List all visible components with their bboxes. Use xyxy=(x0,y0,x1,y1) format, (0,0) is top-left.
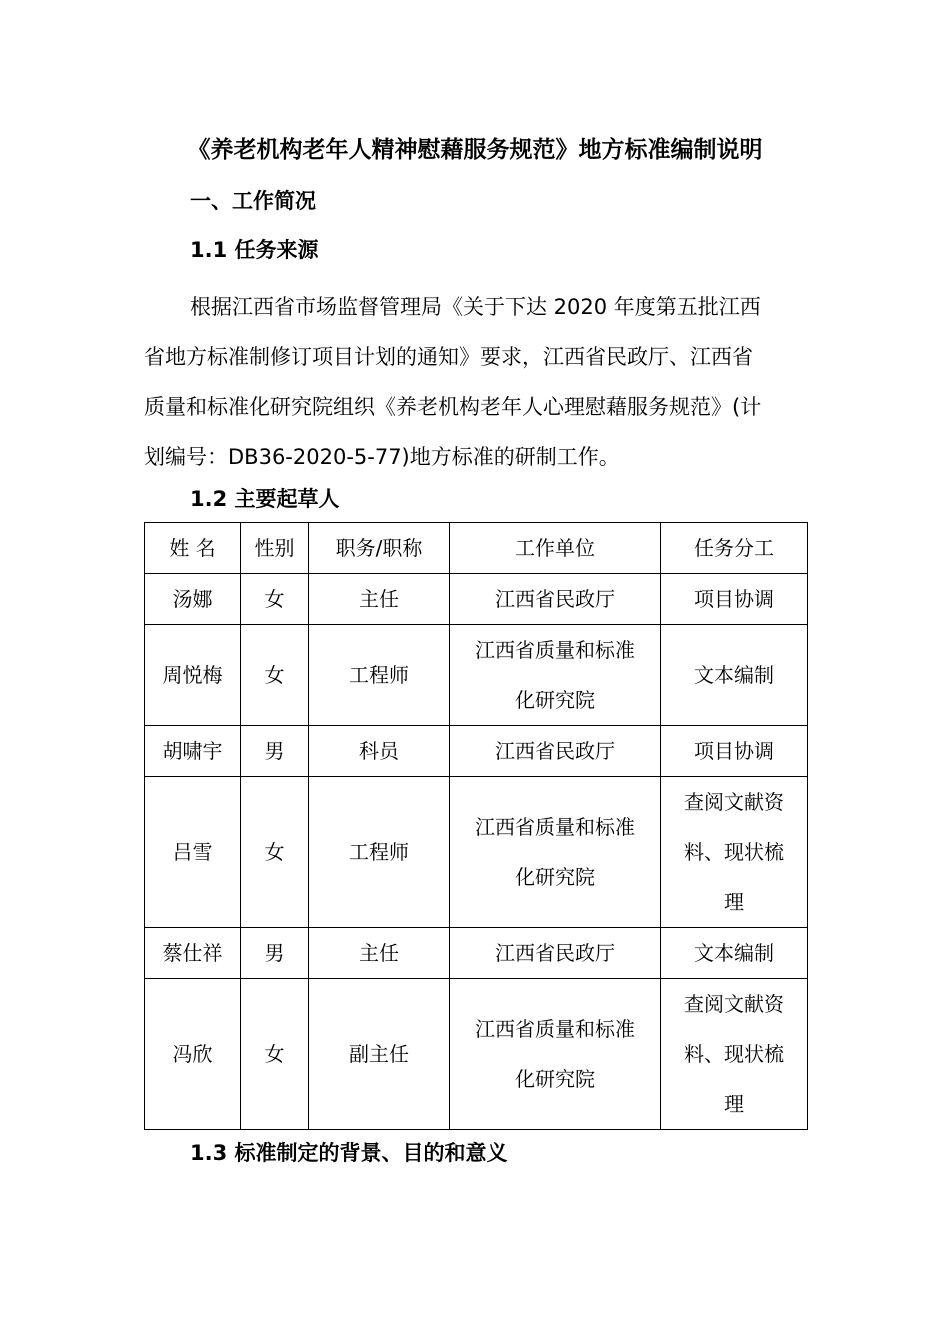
cell-name: 汤娜 xyxy=(145,574,241,625)
cell-gender: 男 xyxy=(241,928,309,979)
cell-text-line: 理 xyxy=(724,1092,744,1116)
paragraph-line: 划编号：DB36-2020-5-77)地方标准的研制工作。 xyxy=(144,445,620,469)
cell-title: 科员 xyxy=(309,726,450,777)
column-header-gender: 性别 xyxy=(241,523,309,574)
cell-unit xyxy=(450,777,661,928)
cell-name: 蔡仕祥 xyxy=(145,928,241,979)
cell-text-line: 化研究院 xyxy=(515,688,595,712)
cell-text-line: 文本编制 xyxy=(694,663,774,687)
cell-name: 吕雪 xyxy=(145,777,241,928)
cell-title: 主任 xyxy=(309,574,450,625)
table-row xyxy=(145,777,808,928)
cell-title: 工程师 xyxy=(309,777,450,928)
column-header-title: 职务/职称 xyxy=(309,523,450,574)
cell-text-line: 化研究院 xyxy=(515,1067,595,1091)
task-source-paragraph xyxy=(144,282,806,482)
table-row xyxy=(145,625,808,726)
cell-text-line: 化研究院 xyxy=(515,865,595,889)
section-heading-main-drafters: 1.2 主要起草人 xyxy=(190,487,340,511)
cell-text-line: 文本编制 xyxy=(694,941,774,965)
table-row xyxy=(145,928,808,979)
cell-task xyxy=(661,726,808,777)
cell-unit xyxy=(450,928,661,979)
document-title: 《养老机构老年人精神慰藉服务规范》地方标准编制说明 xyxy=(187,137,763,163)
cell-name: 冯欣 xyxy=(145,979,241,1130)
cell-title: 主任 xyxy=(309,928,450,979)
cell-title: 工程师 xyxy=(309,625,450,726)
cell-text-line: 料、现状梳 xyxy=(684,840,784,864)
cell-task xyxy=(661,928,808,979)
column-header-name: 姓 名 xyxy=(145,523,241,574)
table-header-row xyxy=(145,523,808,574)
drafters-table xyxy=(144,522,808,1130)
table-row xyxy=(145,979,808,1130)
column-header-task: 任务分工 xyxy=(661,523,808,574)
cell-gender: 女 xyxy=(241,625,309,726)
section-heading-task-source: 1.1 任务来源 xyxy=(190,238,319,262)
cell-text-line: 查阅文献资 xyxy=(684,790,784,814)
cell-text-line: 项目协调 xyxy=(694,587,774,611)
table-row xyxy=(145,726,808,777)
paragraph-line: 根据江西省市场监督管理局《关于下达 2020 年度第五批江西 xyxy=(190,295,761,319)
cell-task xyxy=(661,979,808,1130)
cell-name: 胡啸宇 xyxy=(145,726,241,777)
cell-gender: 女 xyxy=(241,979,309,1130)
cell-name: 周悦梅 xyxy=(145,625,241,726)
cell-unit xyxy=(450,574,661,625)
section-heading-background: 1.3 标准制定的背景、目的和意义 xyxy=(190,1141,508,1165)
cell-task xyxy=(661,777,808,928)
paragraph-line: 质量和标准化研究院组织《养老机构老年人心理慰藉服务规范》(计 xyxy=(144,395,762,419)
cell-text-line: 理 xyxy=(724,890,744,914)
cell-gender: 女 xyxy=(241,574,309,625)
section-heading-work-overview: 一、工作简况 xyxy=(190,189,316,213)
cell-text-line: 料、现状梳 xyxy=(684,1042,784,1066)
cell-text-line: 江西省质量和标准 xyxy=(475,638,635,662)
cell-unit xyxy=(450,726,661,777)
cell-text-line: 项目协调 xyxy=(694,739,774,763)
cell-text-line: 江西省质量和标准 xyxy=(475,1017,635,1041)
cell-text-line: 江西省质量和标准 xyxy=(475,815,635,839)
cell-gender: 女 xyxy=(241,777,309,928)
cell-unit xyxy=(450,625,661,726)
table-row xyxy=(145,574,808,625)
cell-text-line: 江西省民政厅 xyxy=(495,739,615,763)
cell-text-line: 江西省民政厅 xyxy=(495,941,615,965)
cell-gender: 男 xyxy=(241,726,309,777)
cell-text-line: 江西省民政厅 xyxy=(495,587,615,611)
cell-title: 副主任 xyxy=(309,979,450,1130)
cell-unit xyxy=(450,979,661,1130)
cell-task xyxy=(661,625,808,726)
cell-task xyxy=(661,574,808,625)
column-header-unit: 工作单位 xyxy=(450,523,661,574)
paragraph-line: 省地方标准制修订项目计划的通知》要求，江西省民政厅、江西省 xyxy=(144,345,753,369)
cell-text-line: 查阅文献资 xyxy=(684,992,784,1016)
